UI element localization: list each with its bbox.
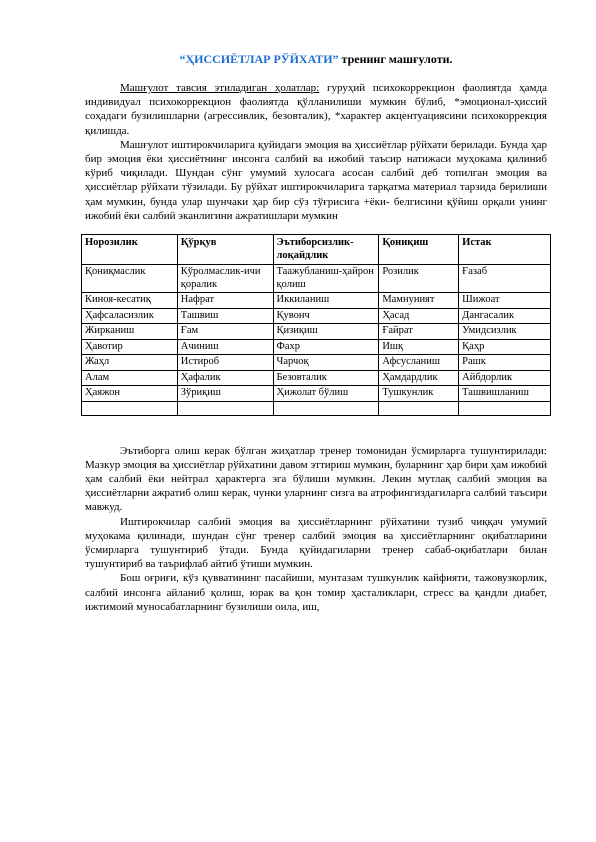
table-cell: Ғам: [177, 324, 273, 340]
table-cell: Нафрат: [177, 293, 273, 309]
intro-label: Машғулот тавсия этиладиган ҳолатлар:: [120, 82, 320, 94]
table-cell: Жаҳл: [82, 355, 178, 371]
table-cell: Рашк: [459, 355, 551, 371]
table-cell: Мамнуният: [379, 293, 459, 309]
table-cell: Қизиқиш: [273, 324, 379, 340]
table-cell: Ҳафалик: [177, 370, 273, 386]
title-rest: тренинг машғулоти.: [338, 52, 453, 66]
table-cell: [379, 401, 459, 415]
table-cell: Ишқ: [379, 339, 459, 355]
table-cell: [273, 401, 379, 415]
table-cell: Айбдорлик: [459, 370, 551, 386]
emotions-table: [81, 234, 551, 416]
table-row: [82, 324, 551, 340]
table-header-cell: Қониқиш: [379, 235, 459, 265]
table-row: [82, 308, 551, 324]
table-header-cell: Норозилик: [82, 235, 178, 265]
table-cell: Ҳамдардлик: [379, 370, 459, 386]
table-cell: Алам: [82, 370, 178, 386]
table-cell: Ташвиш: [177, 308, 273, 324]
table-cell: Афсусланиш: [379, 355, 459, 371]
table-row: [82, 339, 551, 355]
consequences-paragraph: Бош оғриғи, кўз қувватининг пасайиши, мунтазам тушкунлик кайфияти, тажовузкорлик, салбий инсонга айланиб қолиш, юрак ва қон томир ҳасталиклари, стресс ва қандли диабет, ижтимоий муносабатларнинг бузилиши оила, иш,: [85, 572, 547, 613]
page-title: [85, 52, 547, 67]
table-cell: Ҳавотир: [82, 339, 178, 355]
table-cell: Қониқмаслик: [82, 265, 178, 293]
table-header-row: [82, 235, 551, 265]
table-cell: [177, 401, 273, 415]
table-cell: Безовталик: [273, 370, 379, 386]
intro-text: гуруҳий психокоррекцион фаолиятда ҳамда индивидуал психокоррекцион фаолиятда қўлланилиши мумкин бўлиб, *эмоционал-ҳиссий соҳадаги бузилишларни (агрессивлик, безовталик), *характер акцентуациясини психокоррекция қилишда.: [85, 82, 547, 137]
table-cell: Қаҳр: [459, 339, 551, 355]
table-cell: Жирканиш: [82, 324, 178, 340]
table-cell: Тушкунлик: [379, 386, 459, 402]
table-cell: [82, 401, 178, 415]
instructions-paragraph: Машғулот иштирокчиларига қуйидаги эмоция ва ҳиссиётлар рўйхати берилади. Бунда ҳар бир эмоция ёки ҳиссиётнинг инсонга салбий ва ижобий таъсир натижаси муҳокама қилиниб кўриб чиқилади. Шундан сўнг умумий хулосага асосан салбий деб топилган эмоция ва ҳиссиётлар рўйхати тўзилади. Бу рўйхат иштирокчиларига тарқатма материал тарзида берилиши ҳам мумкин, бунда улар шунчаки ҳар бир сўз тўғрисига +ёки- белгисини қўйиш орқали унинг ижобий ёки салбий эканлигини ажратишлари мумкин: [85, 138, 547, 222]
table-cell: Розилик: [379, 265, 459, 293]
table-row-empty: [82, 401, 551, 415]
table-header-cell: Қўрқув: [177, 235, 273, 265]
table-cell: [459, 401, 551, 415]
table-cell: Ҳафсаласизлик: [82, 308, 178, 324]
table-cell: Ачиниш: [177, 339, 273, 355]
table-row: [82, 293, 551, 309]
table-cell: Умидсизлик: [459, 324, 551, 340]
table-cell: Ҳижолат бўлиш: [273, 386, 379, 402]
table-cell: Кўролмаслик-ичи қоралик: [177, 265, 273, 293]
table-cell: Қувонч: [273, 308, 379, 324]
document-page: [85, 52, 547, 614]
considerations-paragraph: Эътиборга олиш керак бўлган жиҳатлар тренер томонидан ўсмирларга тушунтирилади: Мазкур эмоция ва ҳиссиётлар рўйхатини давом эттириш мумкин, буларнинг ҳар бири ҳам ижобий ҳам салбий ёки нейтрал ҳарактерга эга бўлиши мумкин. Лекин мутлақ салбий эмоция ва ҳиссиётларни ажратиб олиш керак, чунки уларнинг сизга ва атрофингиздагиларга салбий таъсири мавжуд.: [85, 444, 547, 514]
table-row: [82, 370, 551, 386]
table-cell: Дангасалик: [459, 308, 551, 324]
table-cell: Ғазаб: [459, 265, 551, 293]
intro-paragraph: [85, 81, 547, 138]
table-row: [82, 355, 551, 371]
table-cell: Таажубланиш-ҳайрон қолиш: [273, 265, 379, 293]
table-cell: Чарчоқ: [273, 355, 379, 371]
table-cell: Шижоат: [459, 293, 551, 309]
table-cell: Зўриқиш: [177, 386, 273, 402]
table-header-cell: Эътиборсизлик-лоқайдлик: [273, 235, 379, 265]
table-row: [82, 265, 551, 293]
table-cell: Ташвишланиш: [459, 386, 551, 402]
table-cell: Фахр: [273, 339, 379, 355]
table-cell: Киноя-кесатиқ: [82, 293, 178, 309]
table-cell: Иккиланиш: [273, 293, 379, 309]
table-row: [82, 386, 551, 402]
discussion-paragraph: Иштирокчилар салбий эмоция ва ҳиссиётларнинг рўйхатини тузиб чиққач умумий муҳокама қилинади, шундан сўнг тренер салбий эмоция ва ҳиссиётларнинг оқибатларини ўсмирларга тушунтириб ўтади. Бунда қуйидагиларни тренер сабаб-оқибатлари билан тушунтириб ва таърифлаб айтиб ўтиши мумкин.: [85, 515, 547, 571]
title-accent: “ҲИССИЁТЛАР РЎЙХАТИ”: [179, 52, 339, 66]
table-cell: Ҳаяжон: [82, 386, 178, 402]
table-cell: Ғайрат: [379, 324, 459, 340]
table-header-cell: Истак: [459, 235, 551, 265]
spacer: [85, 426, 547, 444]
table-cell: Истироб: [177, 355, 273, 371]
table-cell: Ҳасад: [379, 308, 459, 324]
